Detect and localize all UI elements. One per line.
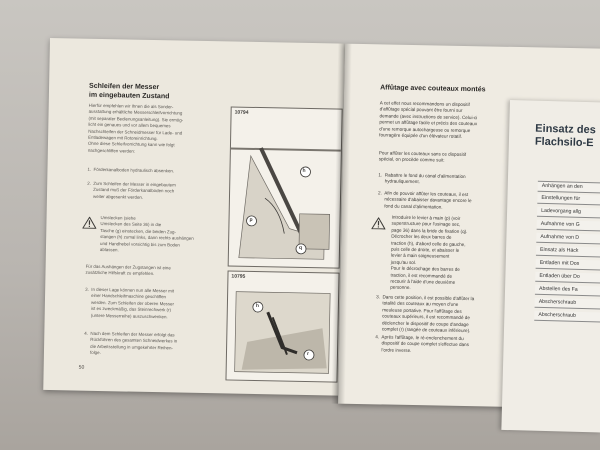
toc-item: Abscherschraub bbox=[535, 298, 600, 314]
far-right-page bbox=[501, 100, 600, 433]
toc-item: Entladen mit Dos bbox=[536, 259, 600, 275]
left-intro: Hierfür empfehlen wir Ihnen die als Sonder- ausstattung erhältliche Messerschleifvorrichtung (mit separater Bedienungsanleitung). Sie ermög- licht ein genaues und vor allem bequemes Nachschleifen der Schneidmesser für Lade- und Entladewagen mit Rotoreinrichtung. Ohne diese Schleifvorrichtung kann wie folgt nachgeschliffen werden: bbox=[87, 102, 184, 154]
figure-bottom bbox=[225, 270, 339, 382]
toc-item: Aufnahme von D bbox=[536, 233, 600, 249]
figure-top-label-q: q bbox=[298, 244, 303, 251]
left-paragraph: Für das Aushängen der Zugstangen ist eine zusätzliche Hilfskraft zu empfehlen. bbox=[85, 263, 171, 277]
toc-item: Aufnahme von G bbox=[537, 220, 600, 236]
middle-step-2: 2. Afin de pouvoir affûter les couteaux, il est nécessaire d'abaisser davantage encore le fond du canal d'alimentation. bbox=[377, 190, 472, 210]
left-page bbox=[43, 38, 345, 396]
figure-top-drawing bbox=[229, 108, 342, 268]
toc-item: Einstellungen für bbox=[537, 194, 600, 210]
middle-paragraph: Pour affûter les couteaux sans ce dispositif spécial, on procède comme suit: bbox=[378, 150, 467, 164]
toc-item: Ladevorgang allg bbox=[537, 207, 600, 223]
left-step-4: 4. Nach dem Schleifen der Messer erfolgt das Rückführen des gesamten Schneidwerkes in die Arbeitsstellung in umgekehrter Reihen- folge. bbox=[83, 330, 178, 356]
page-number: 50 bbox=[78, 364, 85, 371]
left-step-1: 1. Förderkanalboden hydraulisch absenken. bbox=[87, 166, 175, 174]
left-warning-icon bbox=[82, 216, 96, 234]
left-heading: Schleifen der Messer im eingebauten Zustand bbox=[88, 82, 170, 100]
left-step-2: 2. Zum Schleifen der Messer in eingebautem Zustand muß der Förderkanalboden noch weiter abgesenkt werden. bbox=[86, 180, 176, 200]
toc-item: Einsatz als Häck bbox=[536, 246, 600, 262]
figure-top bbox=[228, 106, 343, 268]
left-warning-text: Umstecken (siehe Umstecken des Seite 36) in die Tasche (g) einstecken, die beiden Zug- stangen (h) zumal links, dann rechts aushängen und Handhebel vorsichtig bis zum Boden ablassen. bbox=[99, 215, 194, 253]
middle-step-1: 1. Rabattre le fond du canal d'alimentation hydrauliquement. bbox=[378, 172, 466, 185]
middle-warning-text: Introduire le levier à main (p) (voir superstructure pour l'usinage sec, page 36) dans la bride de fixation (q). Décrocher les deux barres de traction (h), d'abord celle de gauche, puis celle de droite, et abaisser le levier à main soigneusement jusqu'au sol. Pour le décrochage des barres de traction, il est recommandé de recourir à l'aide d'une deuxième personne. bbox=[390, 214, 468, 291]
toc-item: Entladen über Do bbox=[535, 272, 600, 288]
figure-bottom-drawing bbox=[226, 271, 338, 381]
figure-bottom-label-r: r bbox=[306, 350, 309, 358]
figure-top-number: 10794 bbox=[234, 109, 249, 116]
toc-item: Abscherschraub bbox=[534, 311, 600, 327]
middle-heading: Affûtage avec couteaux montés bbox=[380, 84, 486, 94]
figure-bottom-label-h: h bbox=[255, 303, 260, 310]
toc-item: Anhängen an den bbox=[538, 181, 600, 198]
figure-bottom-number: 10795 bbox=[231, 273, 246, 280]
figure-top-label-h: h bbox=[302, 167, 306, 174]
toc-item: Abstellen des Fa bbox=[535, 285, 600, 301]
far-right-title: Einsatz des Flachsilo-E bbox=[534, 122, 596, 150]
middle-intro: A cet effet nous recommandons un dispositif d'affûtage spécial pouvant être fourni sur demande (avec instructions de service). Celui-ci permet un affûtage facile et précis des couteaux d'une remorque autochargeuse ou remorque fourragère équipée d'un élévateur rotatif. bbox=[379, 100, 478, 139]
figure-top-label-p: p bbox=[249, 216, 253, 223]
middle-step-3: 3. Dans cette position, il est possible d'affûter la totalité des couteaux au moyen d'une meuleuse portative. Pour l'affûtage des couteaux supérieurs, il est recommandé de déclencher le dispositif de coupe d'andage complet (r) (rangée de couteaux inférieure). bbox=[375, 294, 475, 334]
middle-step-4: 4. Après l'affûtage, le ré-enclenchement du dispositif de coupe complet s'effectue dans l'ordre inverse. bbox=[375, 334, 469, 353]
middle-warning-icon bbox=[371, 216, 385, 234]
left-step-3: 3. In dieser Lage können nun alle Messer mit einer Handschleifmaschine geschliffen werden. Zum Schleifen der oberen Messer ist es zweckmäßig, das Steinrechwerk (r) (untere Messerreihe) auszuschwenken. bbox=[84, 286, 175, 319]
